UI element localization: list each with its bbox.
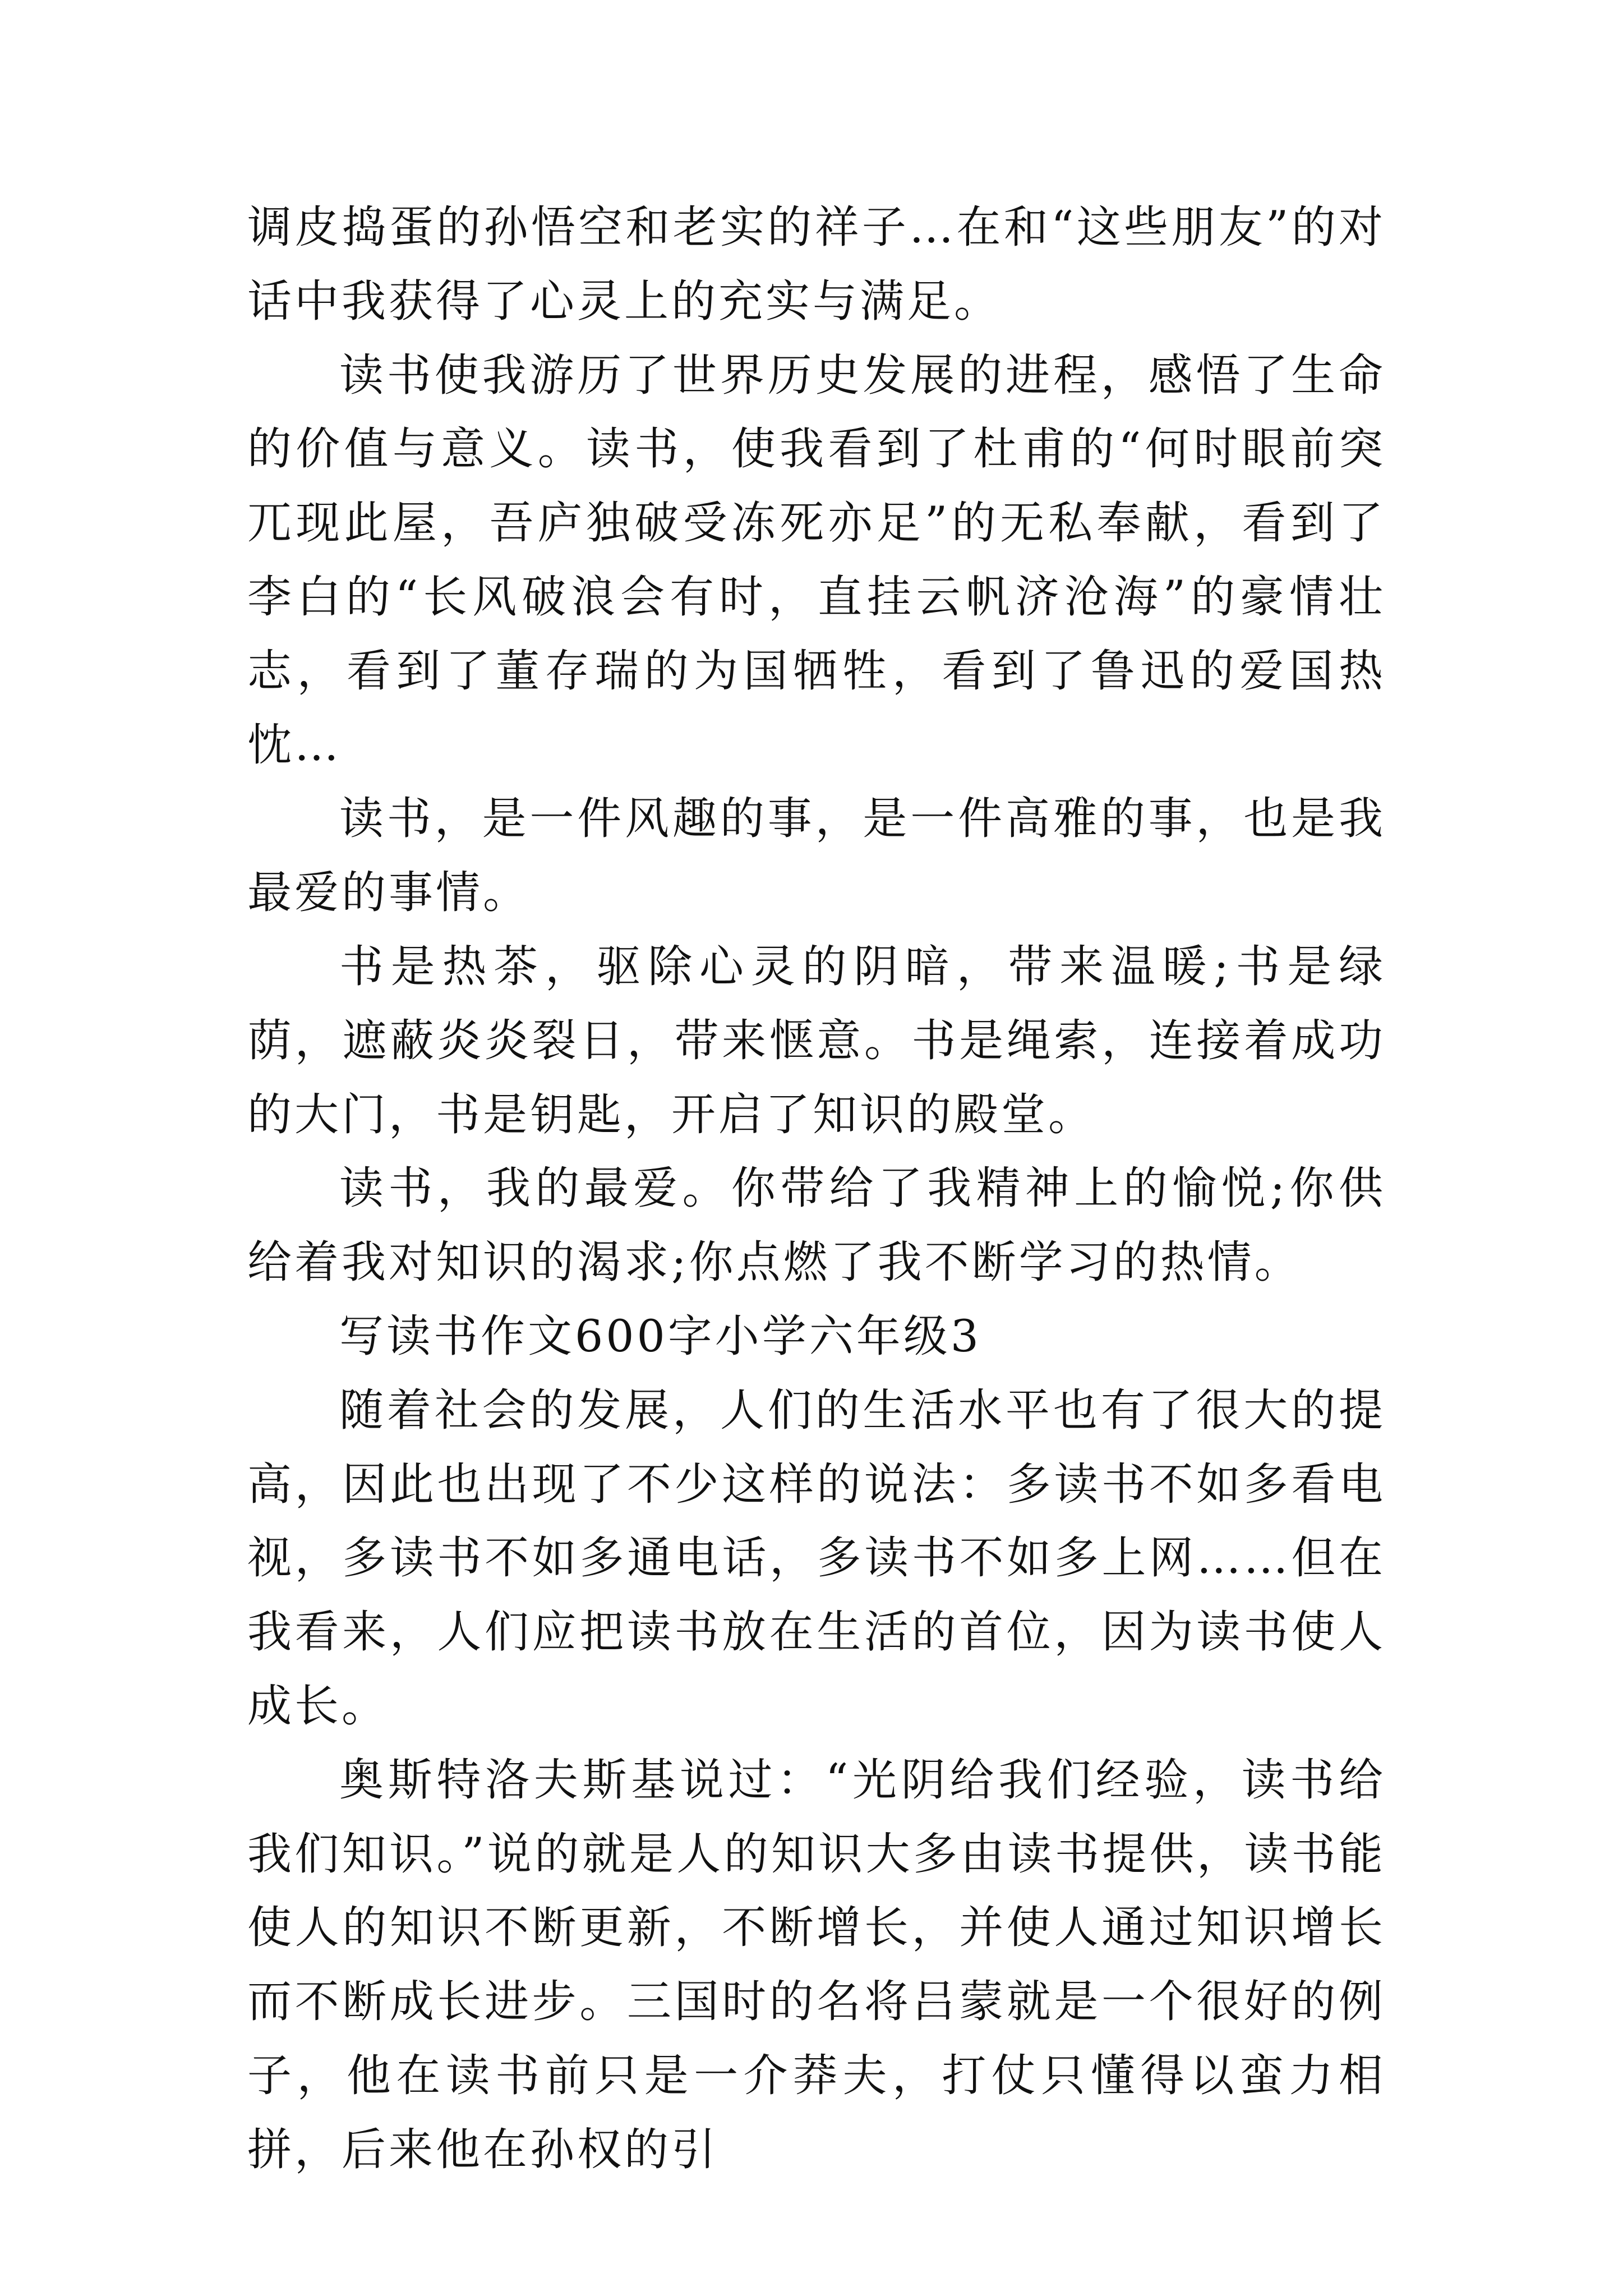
paragraph: 奥斯特洛夫斯基说过：“光阴给我们经验，读书给我们知识。”说的就是人的知识大多由读书提供，读书能使人的知识不断更新，不断增长，并使人通过知识增长而不断成长进步。三国时的名将吕蒙就是一个很好的例子，他在读书前只是一介莽夫，打仗只懂得以蛮力相拼，后来他在孙权的引 [247,1754,1386,2175]
paragraph: 读书使我游历了世界历史发展的进程，感悟了生命的价值与意义。读书，使我看到了杜甫的“何时眼前突兀现此屋，吾庐独破受冻死亦足”的无私奉献，看到了李白的“长风破浪会有时，直挂云帆济沧海”的豪情壮志，看到了董存瑞的为国牺牲，看到了鲁迅的爱国热忱… [247,349,1386,771]
document-body [247,191,1386,2187]
paragraph-continued: 调皮捣蛋的孙悟空和老实的祥子…在和“这些朋友”的对话中我获得了心灵上的充实与满足。 [247,201,1386,327]
paragraph: 读书，我的最爱。你带给了我精神上的愉悦;你供给着我对知识的渴求;你点燃了我不断学习的热情。 [247,1162,1386,1289]
paragraph: 读书，是一件风趣的事，是一件高雅的事，也是我最爱的事情。 [247,793,1386,919]
section-heading: 写读书作文600字小学六年级3 [339,1310,982,1362]
paragraph: 书是热茶，驱除心灵的阴暗，带来温暖;书是绿荫，遮蔽炎炎裂日，带来惬意。书是绳索，连接着成功的大门，书是钥匙，开启了知识的殿堂。 [247,940,1386,1140]
paragraph: 随着社会的发展，人们的生活水平也有了很大的提高，因此也出现了不少这样的说法：多读书不如多看电视，多读书不如多通电话，多读书不如多上网……但在我看来，人们应把读书放在生活的首位，因为读书使人成长。 [247,1384,1386,1732]
